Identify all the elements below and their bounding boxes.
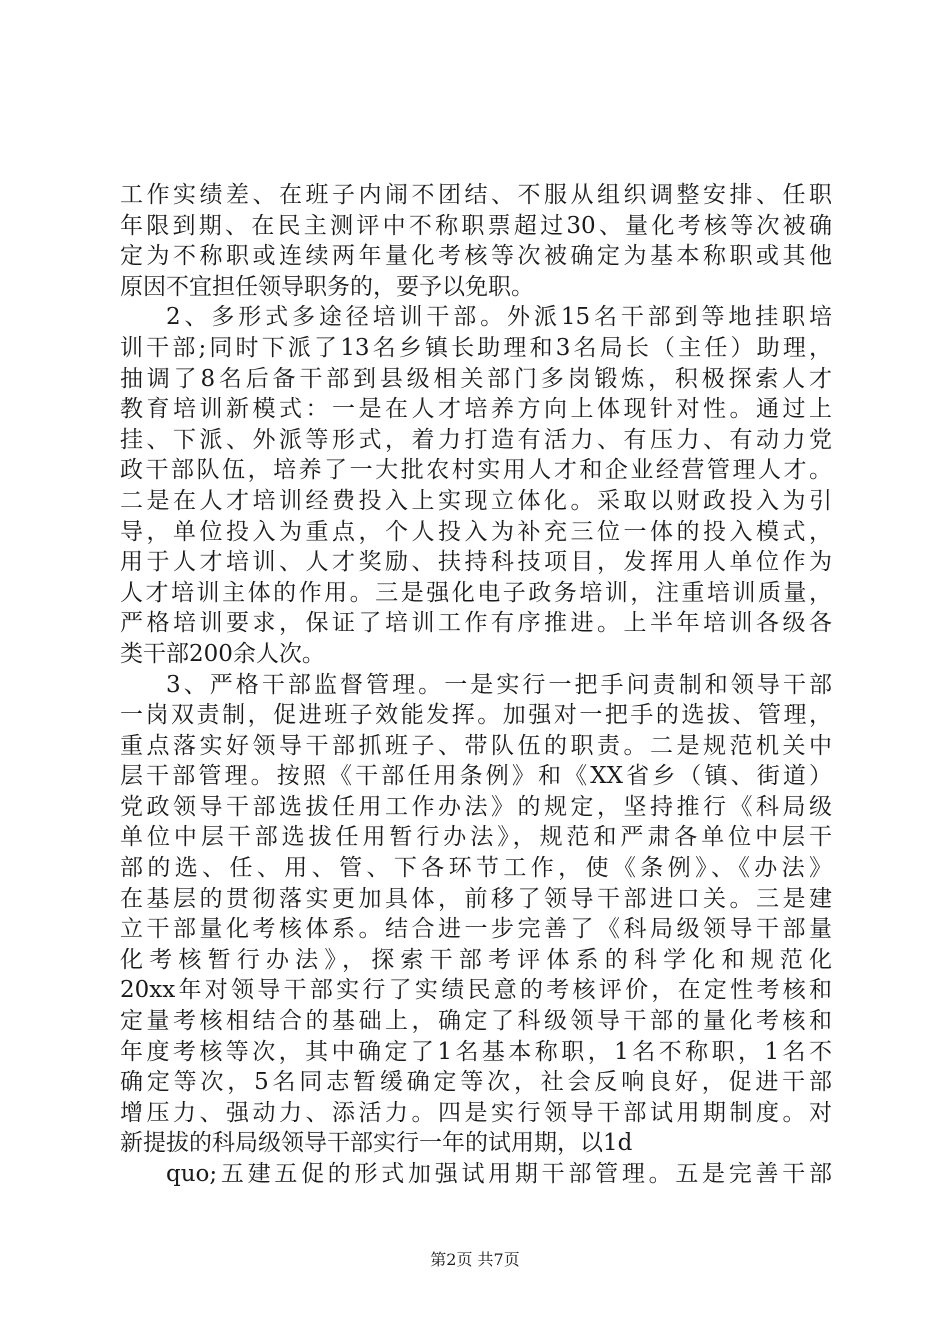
- text-line: 训干部;同时下派了13名乡镇长助理和3名局长（主任）助理，: [120, 334, 832, 361]
- text-line: 20xx年对领导干部实行了实绩民意的考核评价，在定性考核和: [120, 977, 832, 1004]
- text-line: 立干部量化考核体系。结合进一步完善了《科局级领导干部量: [120, 916, 832, 943]
- text-line: 党政领导干部选拔任用工作办法》的规定，坚持推行《科局级: [120, 793, 832, 820]
- text-line: 严格培训要求，保证了培训工作有序推进。上半年培训各级各: [120, 610, 832, 637]
- paragraph-start-line: quo;五建五促的形式加强试用期干部管理。五是完善干部: [166, 1161, 832, 1187]
- text-line: 层干部管理。按照《干部任用条例》和《XX省乡（镇、街道）: [120, 763, 832, 790]
- text-line: 年限到期、在民主测评中不称职票超过30、量化考核等次被确: [120, 212, 832, 239]
- text-line: 定量考核相结合的基础上，确定了科级领导干部的量化考核和: [120, 1008, 832, 1035]
- text-line: 单位中层干部选拔任用暂行办法》，规范和严肃各单位中层干: [120, 824, 832, 851]
- text-line: 定为不称职或连续两年量化考核等次被确定为基本称职或其他: [120, 243, 832, 270]
- text-line: 确定等次，5名同志暂缓确定等次，社会反响良好，促进干部: [120, 1069, 832, 1096]
- text-line: 原因不宜担任领导职务的，要予以免职。: [120, 273, 534, 300]
- page-number-footer: 第2页 共7页: [430, 1250, 520, 1269]
- document-body: [120, 180, 832, 1190]
- text-line: 年度考核等次，其中确定了1名基本称职，1名不称职，1名不: [120, 1038, 832, 1065]
- text-line: 用于人才培训、人才奖励、扶持科技项目，发挥用人单位作为: [120, 549, 832, 576]
- text-line: 在基层的贯彻落实更加具体，前移了领导干部进口关。三是建: [120, 885, 832, 912]
- text-line: 工作实绩差、在班子内闹不团结、不服从组织调整安排、任职: [120, 182, 832, 208]
- text-line: 新提拔的科局级领导干部实行一年的试用期，以1d: [120, 1130, 633, 1157]
- text-line: 政干部队伍，培养了一大批农村实用人才和企业经营管理人才。: [120, 457, 832, 484]
- text-line: 人才培训主体的作用。三是强化电子政务培训，注重培训质量，: [120, 579, 832, 606]
- text-line: 抽调了8名后备干部到县级相关部门多岗锻炼，积极探索人才: [120, 365, 832, 392]
- text-line: 重点落实好领导干部抓班子、带队伍的职责。二是规范机关中: [120, 732, 832, 759]
- text-line: 导，单位投入为重点，个人投入为补充三位一体的投入模式，: [120, 518, 832, 545]
- text-line: 一岗双责制，促进班子效能发挥。加强对一把手的选拔、管理，: [120, 702, 832, 729]
- paragraph-start-line: 2、多形式多途径培训干部。外派15名干部到等地挂职培: [166, 304, 832, 331]
- text-line: 部的选、任、用、管、下各环节工作，使《条例》、《办法》: [120, 855, 832, 882]
- text-line: 增压力、强动力、添活力。四是实行领导干部试用期制度。对: [120, 1099, 832, 1126]
- text-line: 挂、下派、外派等形式，着力打造有活力、有压力、有动力党: [120, 426, 832, 453]
- text-line: 二是在人才培训经费投入上实现立体化。采取以财政投入为引: [120, 487, 832, 514]
- text-line: 化考核暂行办法》，探索干部考评体系的科学化和规范化: [120, 946, 832, 973]
- paragraph-start-line: 3、严格干部监督管理。一是实行一把手问责制和领导干部: [166, 671, 832, 698]
- text-line: 教育培训新模式：一是在人才培养方向上体现针对性。通过上: [120, 396, 832, 423]
- text-line: 类干部200余人次。: [120, 640, 325, 667]
